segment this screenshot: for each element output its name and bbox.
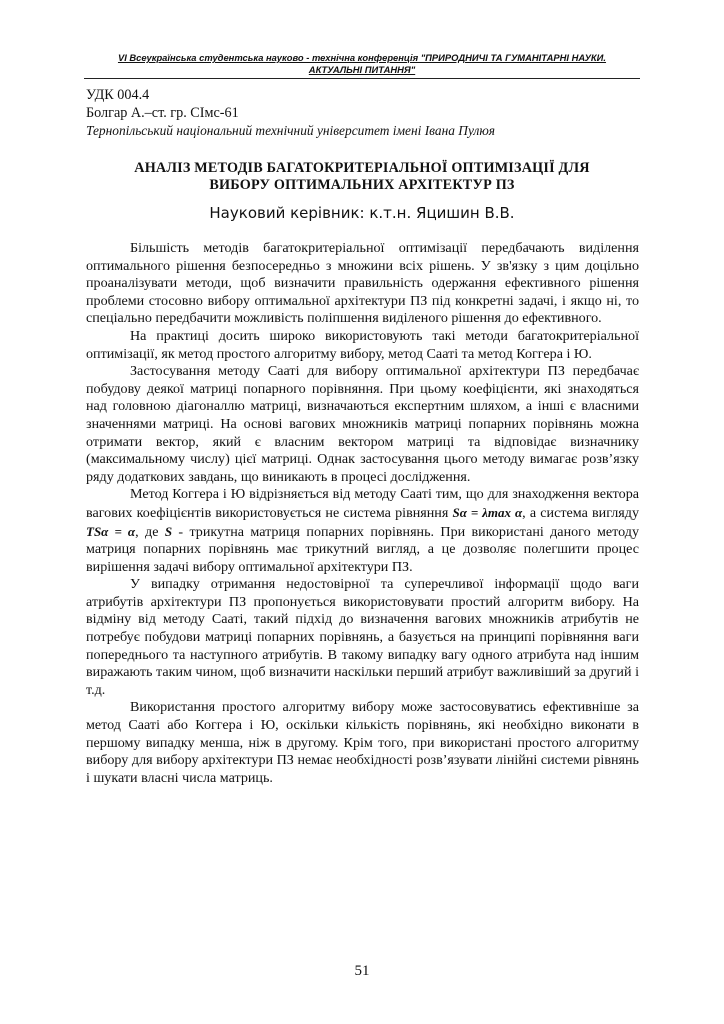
paragraph-4-part-b: , а система вигляду (522, 504, 639, 521)
udk-code: УДК 004.4 (86, 87, 150, 103)
formula-triangular: TSα = α (86, 523, 136, 539)
paragraph-4-part-a: Метод Коггера і Ю відрізняється від методу Сааті тим, що для знаходження вектора вагових коефіцієнтів використовується не система рівняння (86, 486, 639, 521)
conference-header (84, 52, 640, 79)
paragraph-6: Використання простого алгоритму вибору може застосовуватись ефективніше за метод Сааті або Коггера і Ю, оскільки кількість порівнянь, які необхідно виконати в першому випадку менша, ніж в другому. Крім того, при використані простого алгоритму вибору для вибору архітектури ПЗ немає необхідності розв’язувати лінійні системи рівнянь і шукати власні числа матриць. (86, 699, 639, 786)
conference-header-line1: VI Всеукраїнська студентська науково - технічна конференція "ПРИРОДНИЧІ ТА ГУМАНІТАРНІ НАУКИ. (117, 52, 607, 63)
formula-eigen: Sα = λmax α (452, 504, 523, 520)
paper-title (100, 160, 624, 194)
formula-matrix-s: S (164, 523, 173, 539)
paper-title-line2: ВИБОРУ ОПТИМАЛЬНИХ АРХІТЕКТУР ПЗ (209, 177, 515, 193)
paragraph-4 (86, 486, 639, 576)
affiliation: Тернопільський національний технічний університет імені Івана Пулюя (86, 123, 496, 138)
paragraph-4-part-d: - трикутна матриця попарних порівнянь. При використані даного методу матриця попарних порівнянь має трикутний вигляд, а це дозволяє полегшити процес вирішення задачі вибору оптимальної архітектури ПЗ. (86, 523, 639, 575)
paper-title-line1: АНАЛІЗ МЕТОДІВ БАГАТОКРИТЕРІАЛЬНОЇ ОПТИМІЗАЦІЇ ДЛЯ (134, 160, 590, 176)
paragraph-5: У випадку отримання недостовірної та суперечливої інформації щодо ваги атрибутів архітектури ПЗ пропонується використовувати простий алгоритм вибору. На відміну від методу Сааті, такий підхід до визначення вагових множників атрибутів не потребує побудови матриці попарних порівнянь, а базується на принципі порівняння ваги попереднього та наступного атрибутів. В такому випадку вагу одного атрибута над іншим виражають таким чином, щоб визначити наскільки перший атрибут важливіший за другий і т.д. (86, 576, 639, 698)
paragraph-1: Більшість методів багатокритеріальної оптимізації передбачають виділення оптимального рішення безпосередньо з множини всіх рішень. У зв'язку з цим доцільно проаналізувати методи, щоб визначити правильність одержання ефективного рішення проблеми стосовно вибору оптимальної архітектури ПЗ під конкретні задачі, і якщо ні, то спеціально передбачити можливість поліпшення виділеного рішення до ефективного. (86, 240, 639, 327)
supervisor-line: Науковий керівник: к.т.н. Яцишин В.В. (209, 204, 515, 222)
paragraph-2: На практиці досить широко використовують такі методи багатокритеріальної оптимізації, як метод простого алгоритму вибору, метод Сааті та метод Коггера і Ю. (86, 327, 639, 362)
paragraph-4-part-c: , де (135, 523, 159, 540)
conference-header-line2: АКТУАЛЬНІ ПИТАННЯ" (308, 64, 416, 75)
page-number: 51 (354, 963, 370, 979)
body-text (86, 240, 639, 787)
author-line: Болгар А.–ст. гр. СІмс-61 (86, 105, 239, 121)
paragraph-3: Застосування методу Сааті для вибору оптимальної архітектури ПЗ передбачає побудову деякої матриці попарного порівняння. При цьому коефіцієнти, які знаходяться над головною діагоналлю матриці, визначаються експертним шляхом, а інші є власними значеннями матриці. На основі вагових множників матриці попарних порівнянь можна отримати вектор, який є власним вектором матриці та відповідає визначнику (максимальному числу) цієї матриці. Однак застосування цього методу вимагає розв’язку ряду додаткових завдань, що виникають в процесі дослідження. (86, 363, 639, 485)
